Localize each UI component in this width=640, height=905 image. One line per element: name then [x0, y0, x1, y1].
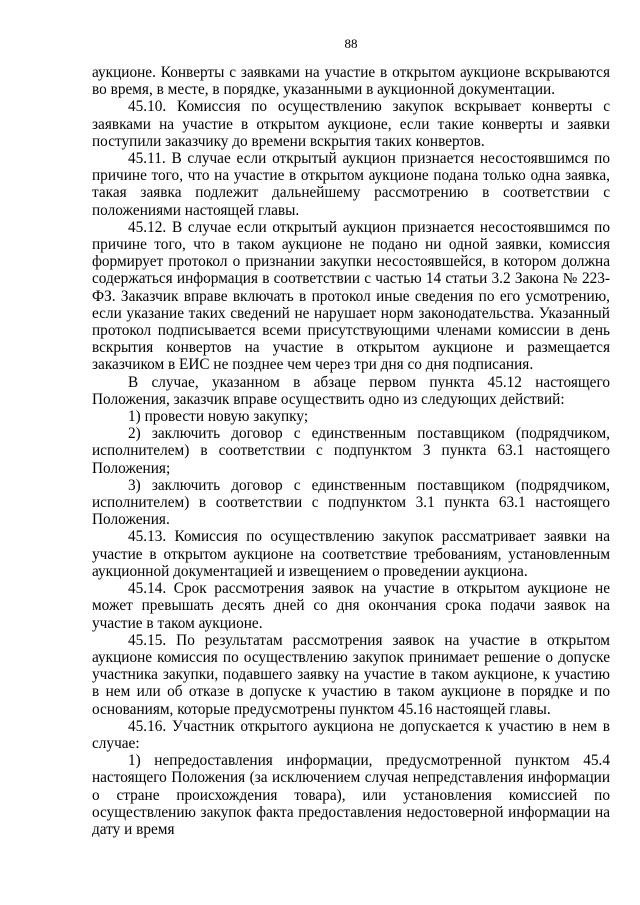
paragraph: 45.11. В случае если открытый аукцион признается несостоявшимся по причине того, что на участие в открытом аукционе подана только одна заявка, такая заявка подлежит дальнейшему рассмотрению в соответствии с положениями настоящей главы. [92, 150, 610, 219]
paragraph: 45.12. В случае если открытый аукцион признается несостоявшимся по причине того, что в таком аукционе не подано ни одной заявки, комиссия формирует протокол о признании закупки несостоявшейся, в котором должна содержаться информация в соответствии с частью 14 статьи 3.2 Закона № 223-ФЗ. Заказчик вправе включать в протокол иные сведения по его усмотрению, если указание таких сведений не нарушает норм законодательства. Указанный протокол подписывается всеми присутствующими членами комиссии в день вскрытия конвертов на участие в открытом аукционе и размещается заказчиком в ЕИС не позднее чем через три дня со дня подписания. [92, 218, 610, 374]
paragraph: 45.16. Участник открытого аукциона не допускается к участию в нем в случае: [92, 717, 610, 752]
document-body [92, 64, 610, 838]
paragraph: 1) провести новую закупку; [128, 408, 309, 426]
paragraph: 45.10. Комиссия по осуществлению закупок вскрывает конверты с заявками на участие в открытом аукционе, если такие конверты и заявки поступили заказчику до времени вскрытия таких конвертов. [92, 98, 610, 150]
paragraph: 45.13. Комиссия по осуществлению закупок рассматривает заявки на участие в открытом аукционе на соответствие требованиям, установленным аукционной документацией и извещением о проведении аукциона. [92, 528, 610, 580]
paragraph: аукционе. Конверты с заявками на участие в открытом аукционе вскрываются во время, в месте, в порядке, указанными в аукционной документации. [92, 64, 610, 99]
paragraph: 3) заключить договор с единственным поставщиком (подрядчиком, исполнителем) в соответствии с подпунктом 3.1 пункта 63.1 настоящего Положения. [92, 476, 610, 529]
paragraph: В случае, указанном в абзаце первом пункта 45.12 настоящего Положения, заказчик вправе осуществить одно из следующих действий: [92, 373, 610, 408]
paragraph: 1) непредоставления информации, предусмотренной пунктом 45.4 настоящего Положения (за исключением случая непредставления информации о стране происхождения товара), или установления комиссией по осуществлению закупок факта предоставления недостоверной информации на дату и время [92, 752, 610, 838]
page-number: 88 [344, 36, 358, 51]
paragraph: 45.14. Срок рассмотрения заявок на участие в открытом аукционе не может превышать десять дней со дня окончания срока подачи заявок на участие в таком аукционе. [92, 580, 610, 632]
paragraph: 45.15. По результатам рассмотрения заявок на участие в открытом аукционе комиссия по осуществлению закупок принимает решение о допуске участника закупки, подавшего заявку на участие в таком аукционе, к участию в нем или об отказе в допуске к участию в таком аукционе в порядке и по основаниям, которые предусмотрены пунктом 45.16 настоящей главы. [92, 631, 610, 718]
paragraph: 2) заключить договор с единственным поставщиком (подрядчиком, исполнителем) в соответствии с подпунктом 3 пункта 63.1 настоящего Положения; [92, 425, 610, 477]
document-page [92, 36, 610, 838]
